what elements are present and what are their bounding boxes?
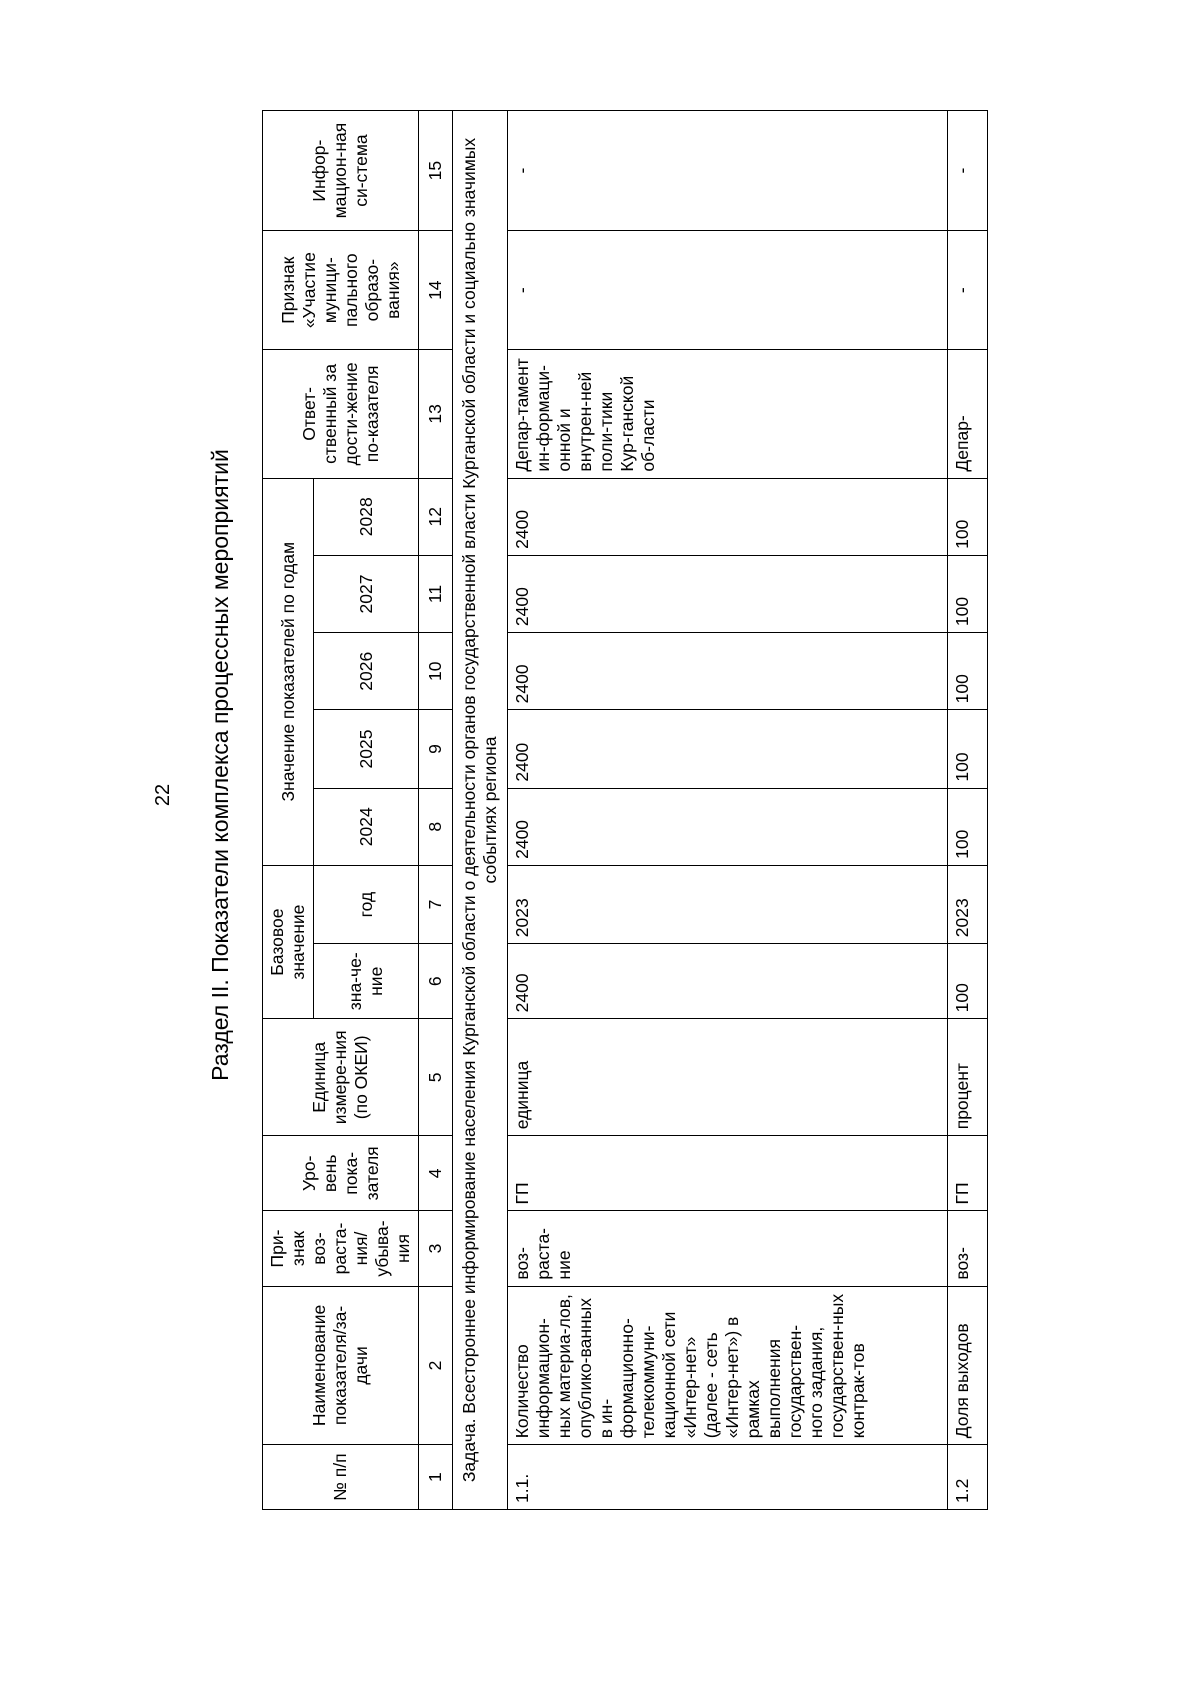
row-base-year: 2023 [508,865,948,943]
col-number: 15 [419,111,453,231]
row-value-2026: 100 [948,633,988,710]
row-responsible: Депар-тамент ин-формаци-онной и внутрен-ней поли-тики Кур-ганской об-ласти [508,350,948,478]
row-value-2027: 2400 [508,555,948,632]
header-level: Уро-вень пока-зателя [263,1136,419,1211]
row-infosys: - [508,111,948,231]
header-infosys: Инфор-мацион-ная си-стема [263,111,419,231]
row-value-2025: 100 [948,710,988,788]
header-municipal: Признак «Участие муници-пального образо-вания» [263,231,419,350]
row-base-value: 100 [948,944,988,1019]
header-sign: При-знак воз-раста-ния/ убыва-ния [263,1211,419,1286]
col-number: 1 [419,1445,453,1510]
col-number: 10 [419,633,453,710]
header-name: Наименование показателя/за-дачи [263,1286,419,1445]
header-base-value: зна-че-ние [314,944,419,1019]
table-row [508,111,948,1510]
row-value-2025: 2400 [508,710,948,788]
row-value-2024: 100 [948,788,988,865]
task-row [453,111,508,1510]
row-base-value: 2400 [508,944,948,1019]
header-year-2027: 2027 [314,555,419,632]
col-number: 12 [419,478,453,555]
header-year-2028: 2028 [314,478,419,555]
row-unit: единица [508,1019,948,1136]
row-sign: воз-раста-ние [508,1211,948,1286]
table-row [948,111,988,1510]
row-value-2026: 2400 [508,633,948,710]
row-value-2028: 100 [948,478,988,555]
column-number-row [419,111,453,1510]
row-value-2024: 2400 [508,788,948,865]
col-number: 7 [419,865,453,943]
indicators-table [262,110,988,1510]
row-level: ГП [508,1136,948,1211]
header-base-year: год [314,865,419,943]
row-level: ГП [948,1136,988,1211]
col-number: 4 [419,1136,453,1211]
col-number: 6 [419,944,453,1019]
col-number: 8 [419,788,453,865]
header-base: Базовое значение [263,865,314,1018]
row-num: 1.2 [948,1445,988,1510]
row-responsible: Депар- [948,350,988,478]
task-text: Задача. Всестороннее информирование населения Курганской области о деятельности органов государственной власти Курганской области и социально значимых событиях региона [453,111,508,1510]
row-num: 1.1. [508,1445,948,1510]
row-value-2027: 100 [948,555,988,632]
header-year-2025: 2025 [314,710,419,788]
row-base-year: 2023 [948,865,988,943]
col-number: 5 [419,1019,453,1136]
header-num: № п/п [263,1445,419,1510]
row-infosys: - [948,111,988,231]
header-responsible: Ответ-ственный за дости-жение по-казателя [263,350,419,478]
row-unit: процент [948,1019,988,1136]
row-value-2028: 2400 [508,478,948,555]
row-sign: воз- [948,1211,988,1286]
col-number: 14 [419,231,453,350]
row-name: Доля выходов [948,1286,988,1445]
col-number: 11 [419,555,453,632]
col-number: 13 [419,350,453,478]
indicators-table-container [262,110,1042,1510]
col-number: 2 [419,1286,453,1445]
header-years: Значение показателей по годам [263,478,314,865]
header-unit: Единица измере-ния (по ОКЕИ) [263,1019,419,1136]
header-year-2026: 2026 [314,633,419,710]
page-number: 22 [152,783,174,807]
col-number: 3 [419,1211,453,1286]
row-municipal: - [948,231,988,350]
row-name: Количество информацион-ных материа-лов, опублико-ванных в ин-формационно-телекоммуни-кационной сети «Интер-нет» (далее - сеть «Интер-нет») в рамках выполнения государствен-ного задания, государствен-ных контрак-тов [508,1286,948,1445]
row-municipal: - [508,231,948,350]
section-title: Раздел II. Показатели комплекса процессных мероприятий [207,449,233,1081]
col-number: 9 [419,710,453,788]
header-year-2024: 2024 [314,788,419,865]
